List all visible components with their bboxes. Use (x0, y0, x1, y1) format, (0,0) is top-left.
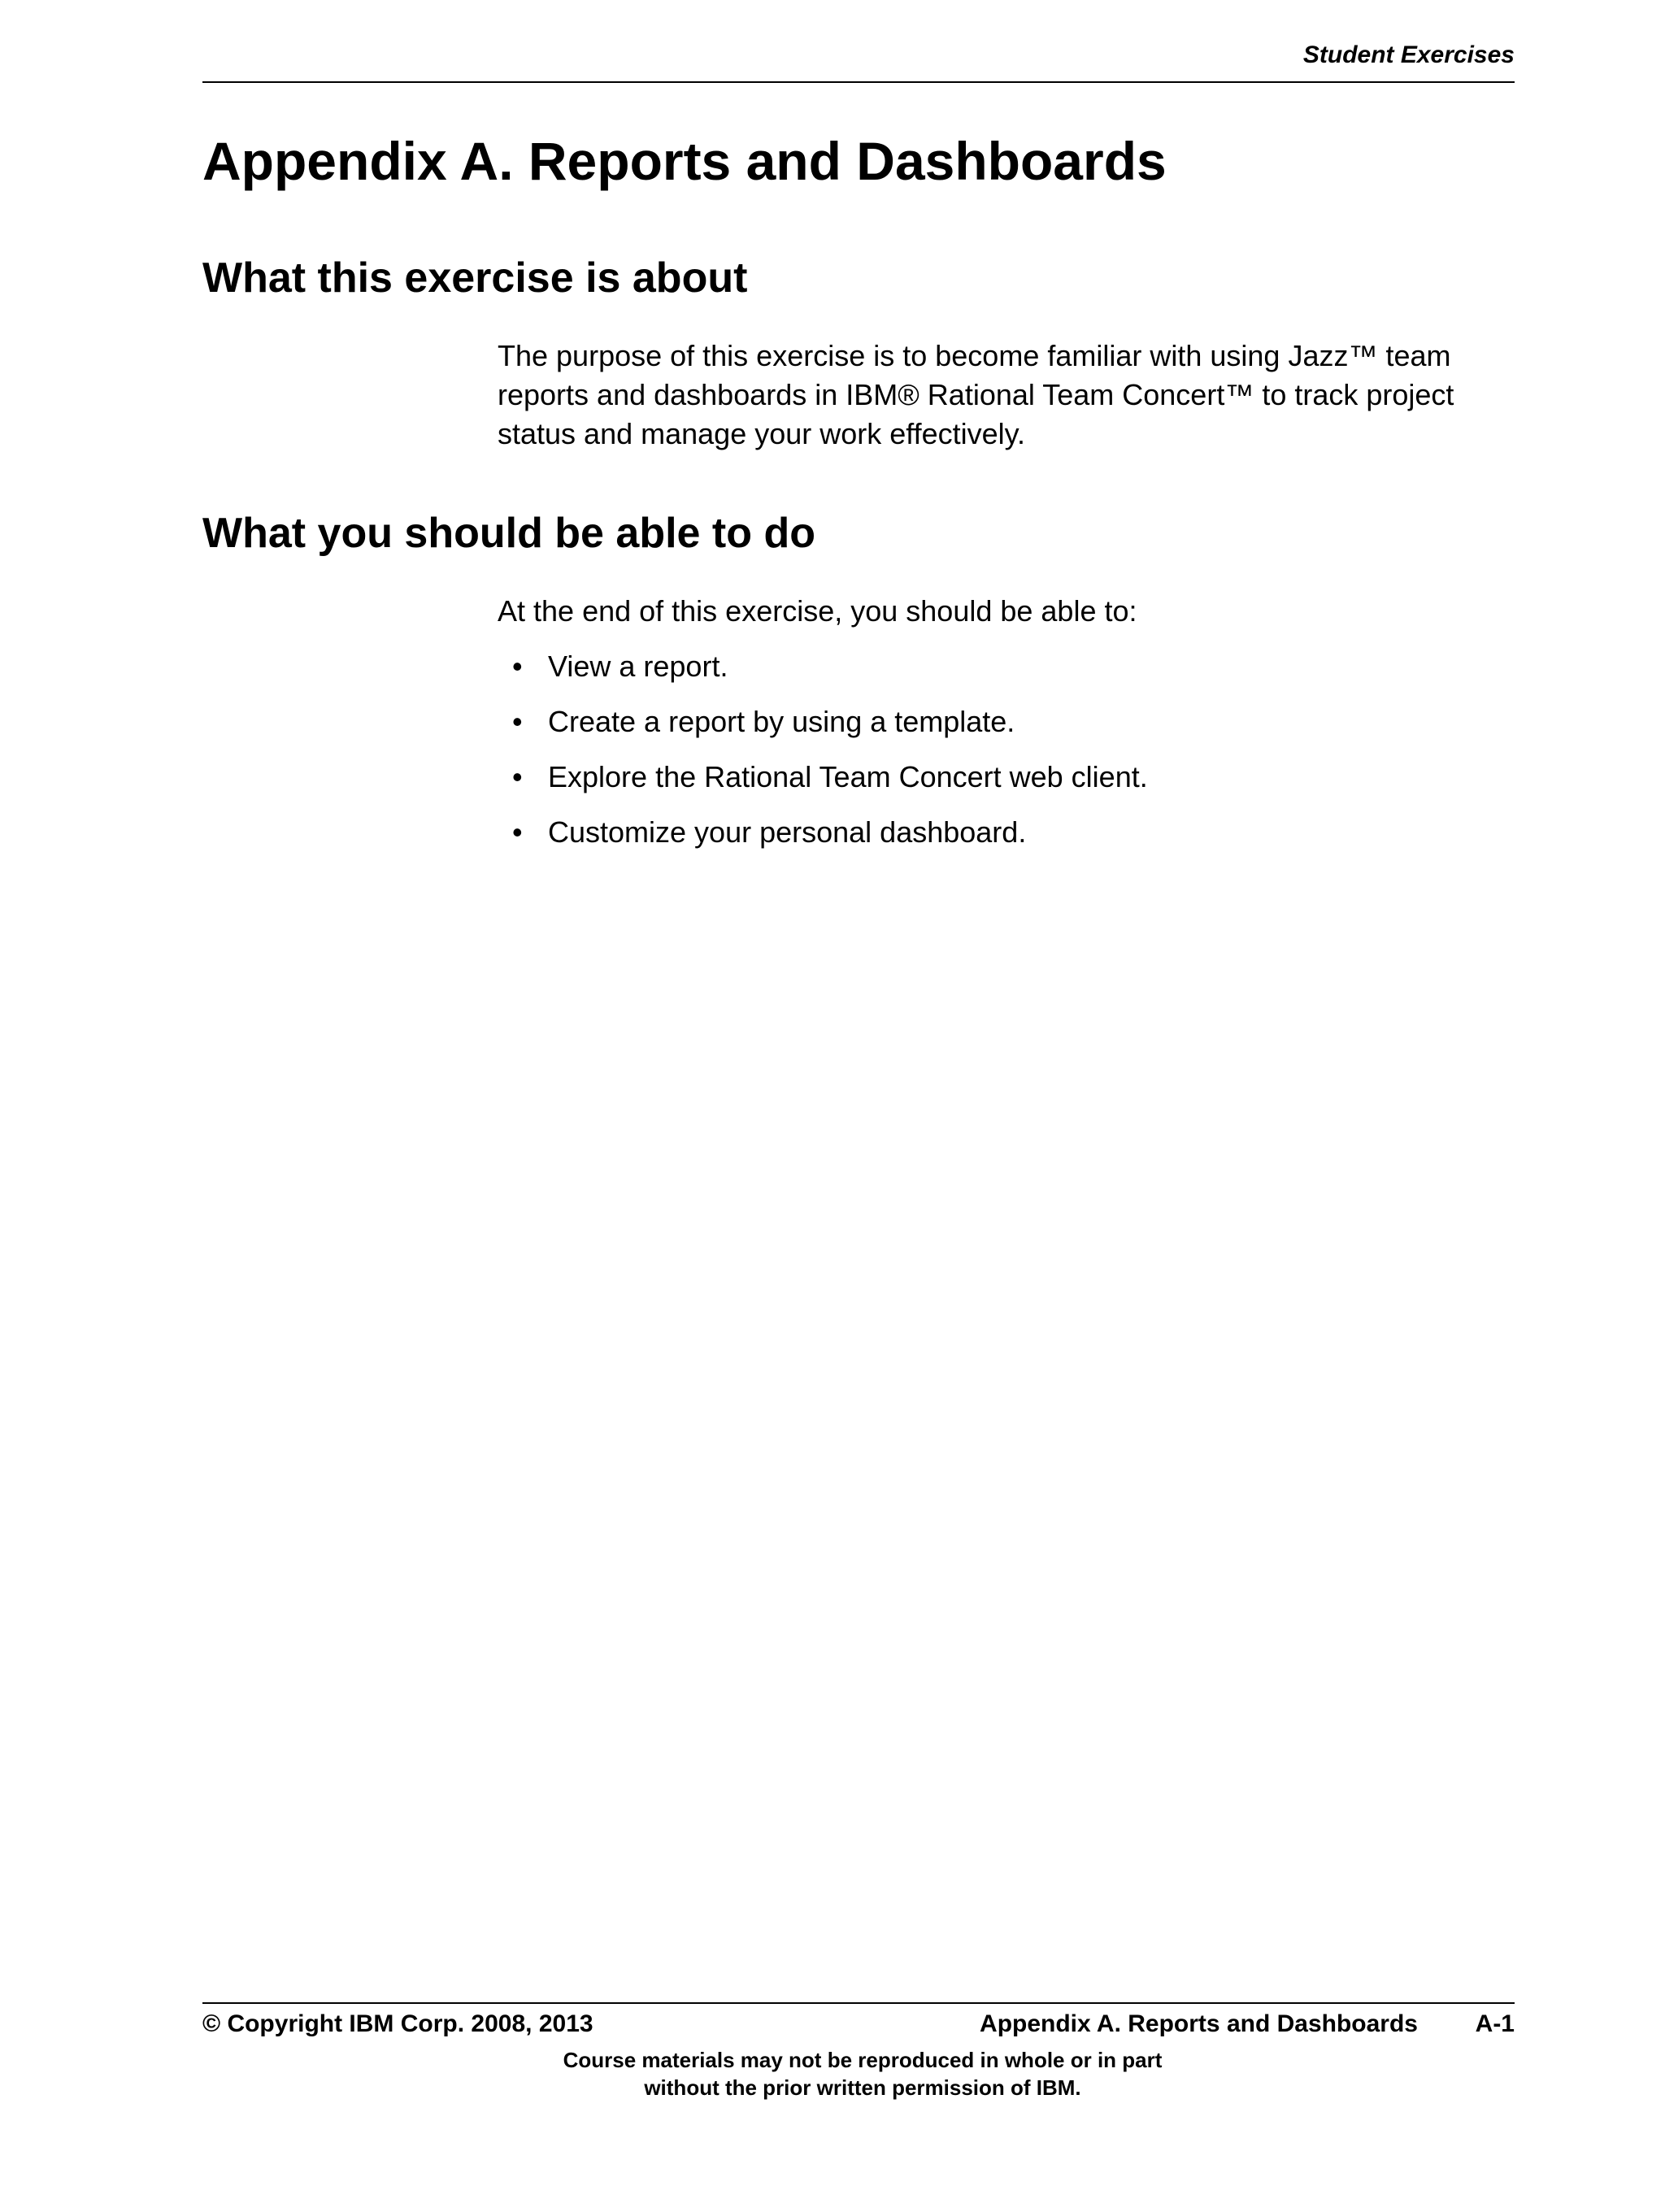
bullet-icon: • (512, 815, 523, 849)
footer-chapter-title: Appendix A. Reports and Dashboards (980, 2010, 1418, 2037)
objectives-intro: At the end of this exercise, you should be able to: (498, 594, 1137, 628)
bullet-icon: • (512, 705, 523, 738)
bullet-icon: • (512, 760, 523, 793)
running-header: Student Exercises (1302, 41, 1515, 68)
purpose-paragraph: The purpose of this exercise is to become familiar with using Jazz™ team reports and dashboards in IBM® Rational Team Concert™ to track project status and manage your work effectively. (498, 339, 1454, 450)
section-heading-about: What this exercise is about (202, 254, 748, 302)
bullet-icon: • (512, 650, 523, 683)
list-item-text: Customize your personal dashboard. (548, 815, 1027, 849)
page-title: Appendix A. Reports and Dashboards (202, 131, 1167, 191)
objectives-list (498, 647, 1506, 868)
list-item (498, 813, 1506, 868)
list-item-text: Create a report by using a template. (548, 705, 1015, 738)
footer-notice-line: without the prior written permission of IBM. (644, 2075, 1081, 2100)
list-item-text: View a report. (548, 650, 728, 683)
footer-rule (202, 2002, 1515, 2004)
footer-copyright: © Copyright IBM Corp. 2008, 2013 (202, 2010, 593, 2037)
list-item (498, 702, 1506, 758)
page-number: A-1 (1475, 2010, 1515, 2037)
list-item (498, 647, 1506, 702)
section-heading-objectives: What you should be able to do (202, 510, 815, 557)
header-rule (202, 81, 1515, 83)
footer-notice-line: Course materials may not be reproduced in whole or in part (563, 2048, 1163, 2072)
list-item (498, 758, 1506, 813)
list-item-text: Explore the Rational Team Concert web client. (548, 760, 1148, 793)
